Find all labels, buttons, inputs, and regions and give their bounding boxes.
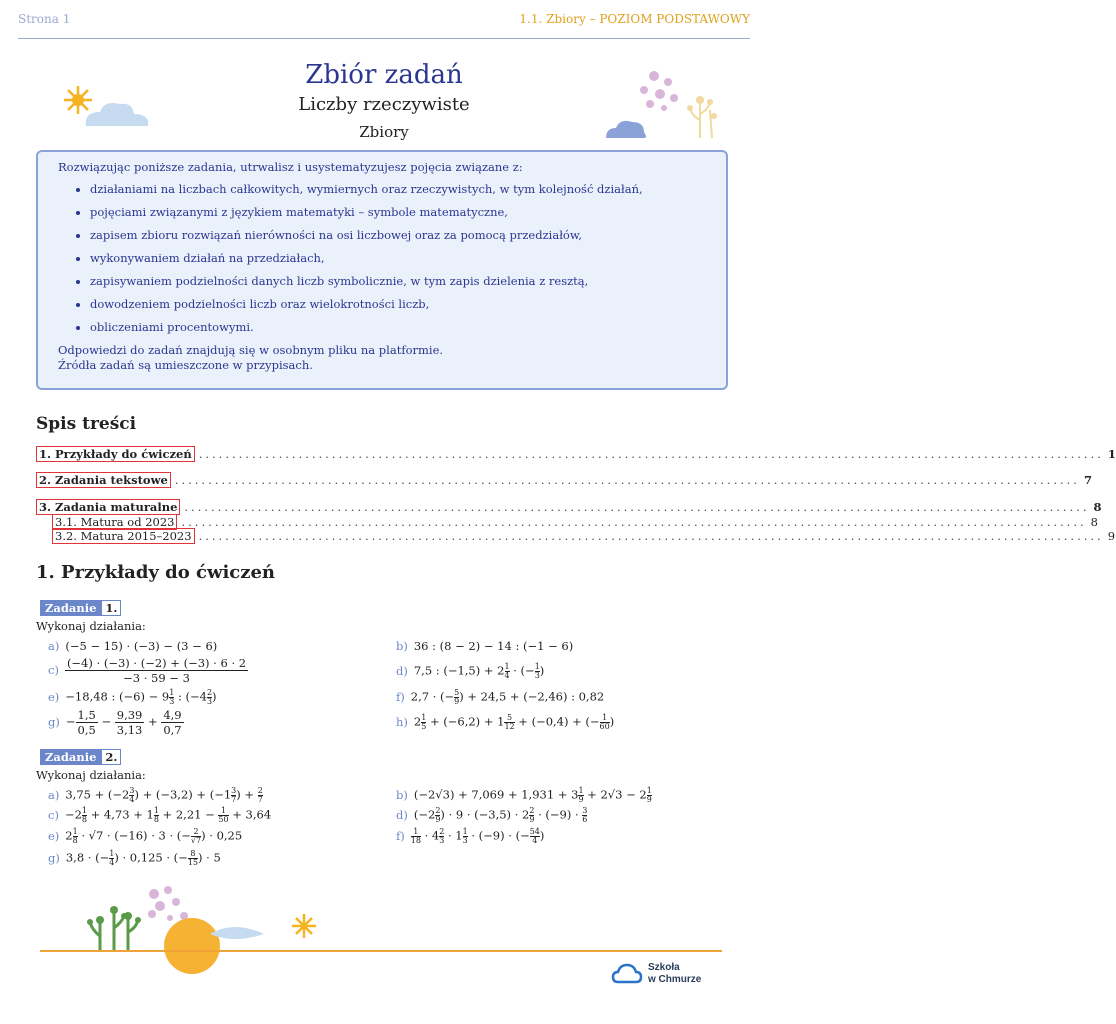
exercise: d) 7,5 : (−1,5) + 2 $\frac{1}{4}$ · (− $\frac{1}{3}$ ) xyxy=(396,662,545,680)
list-item: • obliczeniami procentowymi. xyxy=(90,320,706,334)
footer-illustration xyxy=(80,880,340,975)
toc-heading: Spis treści xyxy=(36,414,137,434)
exercise: e) 2 $\frac{1}{8}$ · √7 · (−16) · 3 · (− $\frac{2}{√7}$ ) · 0,25 xyxy=(48,827,243,845)
exercise: a) 3,75 + (−2 $\frac{3}{4}$ ) + (−3,2) + (−1 $\frac{3}{7}$ ) + $\frac{2}{7}$ xyxy=(48,786,263,804)
exercise-letter: e) xyxy=(48,689,60,704)
logo-line1: Szkoła xyxy=(648,962,680,973)
exercise: g) 3,8 · (− $\frac{1}{4}$ ) · 0,125 · (− $\frac{8}{15}$ ) · 5 xyxy=(48,849,221,867)
exercise: b) 36 : (8 − 2) − 14 : (−1 − 6) xyxy=(396,639,574,653)
intro-lead: Rozwiązując poniższe zadania, utrwalisz i usystematyzujesz pojęcia związane z: xyxy=(58,160,523,174)
topic-title: Zbiory xyxy=(359,123,409,141)
toc-page: 8 xyxy=(1090,515,1098,529)
section-heading: 1. Przykłady do ćwiczeń xyxy=(36,562,276,583)
toc-entry-matura-2015[interactable] xyxy=(52,528,1116,544)
toc-page: 8 xyxy=(1093,500,1102,514)
task-number: 2. xyxy=(101,749,121,765)
toc-link[interactable]: 1. Przykłady do ćwiczeń xyxy=(36,446,195,462)
header-divider xyxy=(18,38,750,39)
exercise: g) − $\frac{1,5}{0,5}$ − $\frac{9,39}{3,13}$ + $\frac{4,9}{0,7}$ xyxy=(48,708,182,737)
exercise-letter: f) xyxy=(396,689,405,704)
school-logo xyxy=(612,962,701,986)
list-item: • zapisywaniem podzielności danych liczb symbolicznie, w tym zapis dzielenia z resztą, xyxy=(90,274,706,288)
toc-link[interactable]: 2. Zadania tekstowe xyxy=(36,472,171,488)
toc-leader: ........................................................................................................................................ xyxy=(198,447,1104,461)
page-number: Strona 1 xyxy=(18,12,71,26)
logo-line2: w Chmurze xyxy=(648,974,702,985)
exercise-letter: d) xyxy=(396,807,408,822)
exercise: e) −18,48 : (−6) − 9 $\frac{1}{3}$ : (−4 $\frac{2}{3}$ ) xyxy=(48,688,217,706)
list-item: • zapisem zbioru rozwiązań nierówności na osi liczbowej oraz za pomocą przedziałów, xyxy=(90,228,706,242)
intro-list xyxy=(58,182,706,334)
exercise: c) −2 $\frac{1}{8}$ + 4,73 + 1 $\frac{1}{8}$ + 2,21 − $\frac{1}{50}$ + 3,64 xyxy=(48,806,272,824)
task-tag: Zadanie xyxy=(40,600,101,616)
cloud-logo-icon xyxy=(612,962,642,986)
footer-line xyxy=(40,950,722,952)
exercise: b) (−2√3) + 7,069 + 1,931 + 3 $\frac{1}{9}$ + 2√3 − 2 $\frac{1}{9}$ xyxy=(396,786,652,804)
toc-link[interactable]: 3.2. Matura 2015–2023 xyxy=(52,528,195,544)
exercise-letter: a) xyxy=(48,787,60,802)
task-label xyxy=(40,600,121,616)
intro-box xyxy=(36,150,728,390)
exercise: f) 2,7 · (− $\frac{5}{9}$ ) + 24,5 + (−2,46) : 0,82 xyxy=(396,688,605,706)
exercise-letter: h) xyxy=(396,714,408,729)
exercise: d) (−2 $\frac{2}{9}$ ) · 9 · (−3,5) · 2 $\frac{2}{9}$ · (−9) · $\frac{3}{6}$ xyxy=(396,806,588,824)
exercise-letter: e) xyxy=(48,828,60,843)
list-item: • dowodzeniem podzielności liczb oraz wielokrotności liczb, xyxy=(90,297,706,311)
exercise-letter: g) xyxy=(48,850,60,865)
task-label xyxy=(40,749,121,765)
page-subtitle: Liczby rzeczywiste xyxy=(298,94,470,115)
running-header: 1.1. Zbiory – POZIOM PODSTAWOWY xyxy=(519,12,750,26)
toc-entry-tekstowe[interactable] xyxy=(36,472,1092,488)
exercise-letter: c) xyxy=(48,807,59,822)
exercise: a) (−5 − 15) · (−3) − (3 − 6) xyxy=(48,639,218,653)
exercise-letter: c) xyxy=(48,662,59,677)
toc-entry-przyklady[interactable] xyxy=(36,446,1116,462)
page-title: Zbiór zadań xyxy=(305,60,463,90)
toc-page: 1 xyxy=(1107,447,1116,461)
exercise-letter: a) xyxy=(48,639,60,653)
toc-link[interactable]: 3.1. Matura od 2023 xyxy=(52,514,177,530)
exercise-letter: g) xyxy=(48,714,60,729)
exercise: h) 2 $\frac{1}{5}$ + (−6,2) + 1 $\frac{5}{12}$ + (−0,4) + (− $\frac{1}{60}$ ) xyxy=(396,713,615,731)
exercise-letter: b) xyxy=(396,787,408,802)
exercise: f) $\frac{1}{18}$ · 4 $\frac{2}{3}$ · 1 $\frac{1}{3}$ · (−9) · (− $\frac{54}{4}$ ) xyxy=(396,827,545,845)
answers-note: Odpowiedzi do zadań znajdują się w osobnym pliku na platformie. xyxy=(58,343,444,357)
task-tag: Zadanie xyxy=(40,749,101,765)
exercise: c) $\frac{(-4) \cdot (-3) \cdot (-2) + (-3) \cdot 6 \cdot 2}{-3 \cdot 59 - 3}$ xyxy=(48,656,247,685)
task-number: 1. xyxy=(101,600,121,616)
list-item: • działaniami na liczbach całkowitych, wymiernych oraz rzeczywistych, w tym kolejność działań, xyxy=(90,182,706,196)
toc-page: 9 xyxy=(1107,529,1116,543)
toc-entry-maturalne[interactable] xyxy=(36,499,1102,515)
exercise-letter: f) xyxy=(396,828,405,843)
toc-link[interactable]: 3. Zadania maturalne xyxy=(36,499,180,515)
toc-leader: ........................................................................................................................................ xyxy=(198,529,1104,543)
toc-leader: ........................................................................................................................................ xyxy=(181,515,1087,529)
task-instruction: Wykonaj działania: xyxy=(36,768,146,782)
sources-note: Źródła zadań są umieszczone w przypisach. xyxy=(58,358,313,372)
exercise-letter: d) xyxy=(396,663,408,678)
toc-leader: ........................................................................................................................................ xyxy=(174,473,1080,487)
exercise-letter: b) xyxy=(396,639,408,653)
task-instruction: Wykonaj działania: xyxy=(36,619,146,633)
toc-page: 7 xyxy=(1083,473,1092,487)
list-item: • pojęciami związanymi z językiem matematyki – symbole matematyczne, xyxy=(90,205,706,219)
toc-leader: ........................................................................................................................................ xyxy=(184,500,1090,514)
list-item: • wykonywaniem działań na przedziałach, xyxy=(90,251,706,265)
